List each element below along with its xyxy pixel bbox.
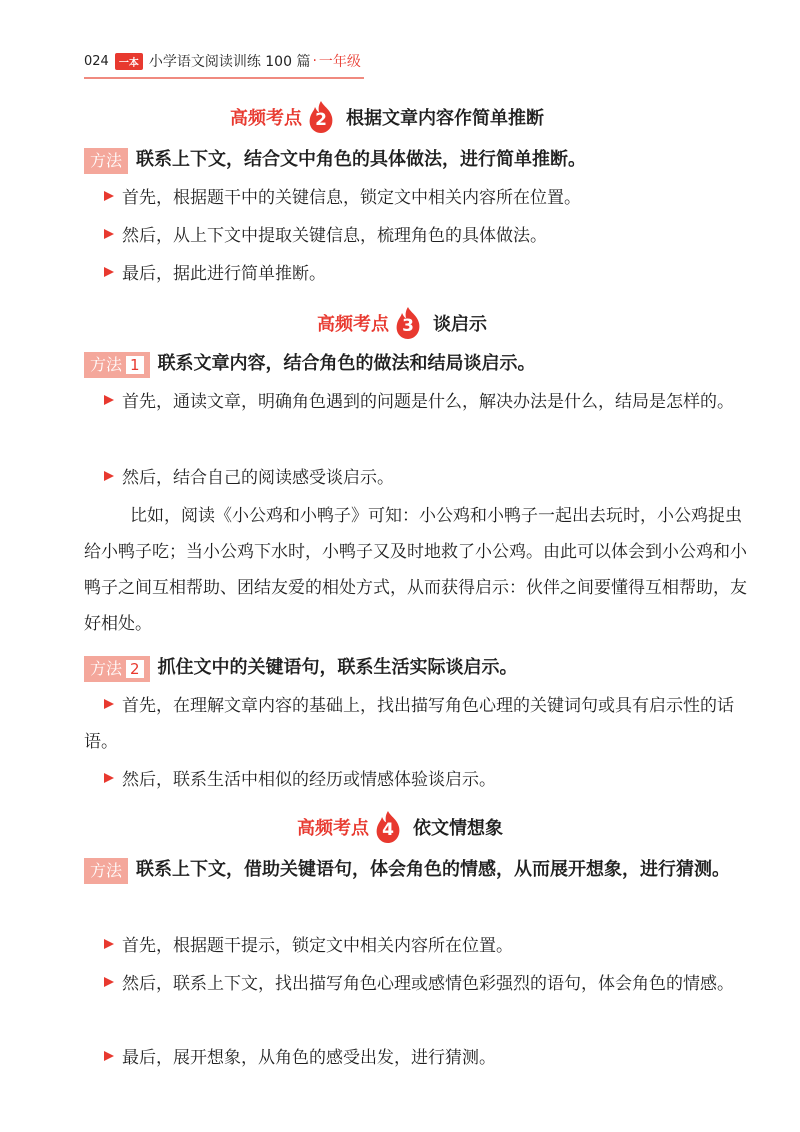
grade-label: 一年级 bbox=[318, 54, 361, 70]
step-text: 首先，通读文章，明确角色遇到的问题是什么，解决办法是什么，结局是怎样的。 bbox=[122, 392, 734, 412]
step-item bbox=[104, 1040, 744, 1076]
series-title: 小学语文阅读训练 100 篇 bbox=[148, 54, 311, 70]
step-text: 最后，展开想象，从角色的感受出发，进行猜测。 bbox=[122, 1048, 496, 1068]
method-text: 联系上下文，借助关键语句，体会角色的情感，从而展开想象，进行猜测。 bbox=[136, 859, 731, 880]
bullet-arrow-icon bbox=[104, 229, 114, 239]
step-item bbox=[104, 256, 744, 292]
bullet-arrow-icon bbox=[104, 191, 114, 201]
method-label-text: 方法 bbox=[90, 355, 123, 374]
bullet-arrow-icon bbox=[104, 395, 114, 405]
step-item bbox=[84, 688, 750, 760]
bullet-arrow-icon bbox=[104, 977, 114, 987]
section-number: 3 bbox=[402, 316, 414, 336]
example-paragraph: 比如，阅读《小公鸡和小鸭子》可知：小公鸡和小鸭子一起出去玩时，小公鸡捉虫给小鸭子吃；当小公鸡下水时，小鸭子又及时地救了小公鸡。由此可以体会到小公鸡和小鸭子之间互相帮助、团结友爱的相处方式，从而获得启示：伙伴之间要懂得互相帮助，友好相处。 bbox=[84, 506, 747, 634]
page-number: 024 bbox=[84, 53, 109, 69]
bullet-arrow-icon bbox=[104, 939, 114, 949]
method-label bbox=[84, 352, 150, 378]
bullet-arrow-icon bbox=[104, 773, 114, 783]
method-label-text: 方法 bbox=[90, 659, 123, 678]
method-label-text: 方法 bbox=[90, 151, 123, 170]
section-number: 4 bbox=[382, 820, 394, 840]
step-text: 首先，根据题干提示，锁定文中相关内容所在位置。 bbox=[122, 936, 513, 956]
step-text: 然后，结合自己的阅读感受谈启示。 bbox=[122, 468, 394, 488]
method-block bbox=[84, 148, 586, 177]
step-item bbox=[104, 460, 744, 496]
method-label bbox=[84, 656, 150, 682]
section-title: 谈启示 bbox=[433, 314, 487, 335]
section-title: 依文情想象 bbox=[413, 818, 503, 839]
section-number: 2 bbox=[315, 110, 327, 130]
step-text: 然后，联系上下文，找出描写角色心理或感情色彩强烈的语句，体会角色的情感。 bbox=[122, 974, 734, 994]
section-tag: 高频考点 bbox=[317, 314, 389, 335]
step-text: 首先，根据题干中的关键信息，锁定文中相关内容所在位置。 bbox=[122, 188, 581, 208]
section-title: 根据文章内容作简单推断 bbox=[346, 108, 544, 129]
header-separator: · bbox=[312, 53, 317, 69]
section-tag: 高频考点 bbox=[230, 108, 302, 129]
method-text: 抓住文中的关键语句，联系生活实际谈启示。 bbox=[157, 657, 518, 678]
flame-icon bbox=[373, 810, 403, 844]
brand-logo: 一本 bbox=[115, 53, 143, 70]
step-item bbox=[104, 218, 744, 254]
method-block bbox=[84, 858, 764, 887]
method-index: 1 bbox=[126, 356, 144, 374]
method-block bbox=[84, 656, 518, 685]
method-text: 联系上下文，结合文中角色的具体做法，进行简单推断。 bbox=[136, 149, 587, 170]
section-heading-4 bbox=[297, 810, 503, 844]
step-item bbox=[84, 384, 750, 420]
method-label-text: 方法 bbox=[90, 861, 123, 880]
step-item bbox=[104, 180, 744, 216]
step-item bbox=[104, 928, 744, 964]
step-item bbox=[84, 966, 750, 1002]
method-index: 2 bbox=[126, 660, 144, 678]
section-tag: 高频考点 bbox=[297, 818, 369, 839]
method-block bbox=[84, 352, 536, 381]
section-heading-2 bbox=[230, 100, 544, 134]
method-label bbox=[84, 858, 128, 884]
section-heading-3 bbox=[317, 306, 487, 340]
bullet-arrow-icon bbox=[104, 471, 114, 481]
page-header bbox=[84, 50, 361, 72]
step-text: 然后，联系生活中相似的经历或情感体验谈启示。 bbox=[122, 770, 496, 790]
step-text: 首先，在理解文章内容的基础上，找出描写角色心理的关键词句或具有启示性的话语。 bbox=[84, 696, 734, 752]
bullet-arrow-icon bbox=[104, 1051, 114, 1061]
bullet-arrow-icon bbox=[104, 267, 114, 277]
step-text: 然后，从上下文中提取关键信息，梳理角色的具体做法。 bbox=[122, 226, 547, 246]
method-text: 联系文章内容，结合角色的做法和结局谈启示。 bbox=[157, 353, 536, 374]
step-item bbox=[104, 762, 744, 798]
step-text: 最后，据此进行简单推断。 bbox=[122, 264, 326, 284]
flame-icon bbox=[393, 306, 423, 340]
method-label bbox=[84, 148, 128, 174]
header-rule bbox=[84, 77, 364, 79]
bullet-arrow-icon bbox=[104, 699, 114, 709]
flame-icon bbox=[306, 100, 336, 134]
